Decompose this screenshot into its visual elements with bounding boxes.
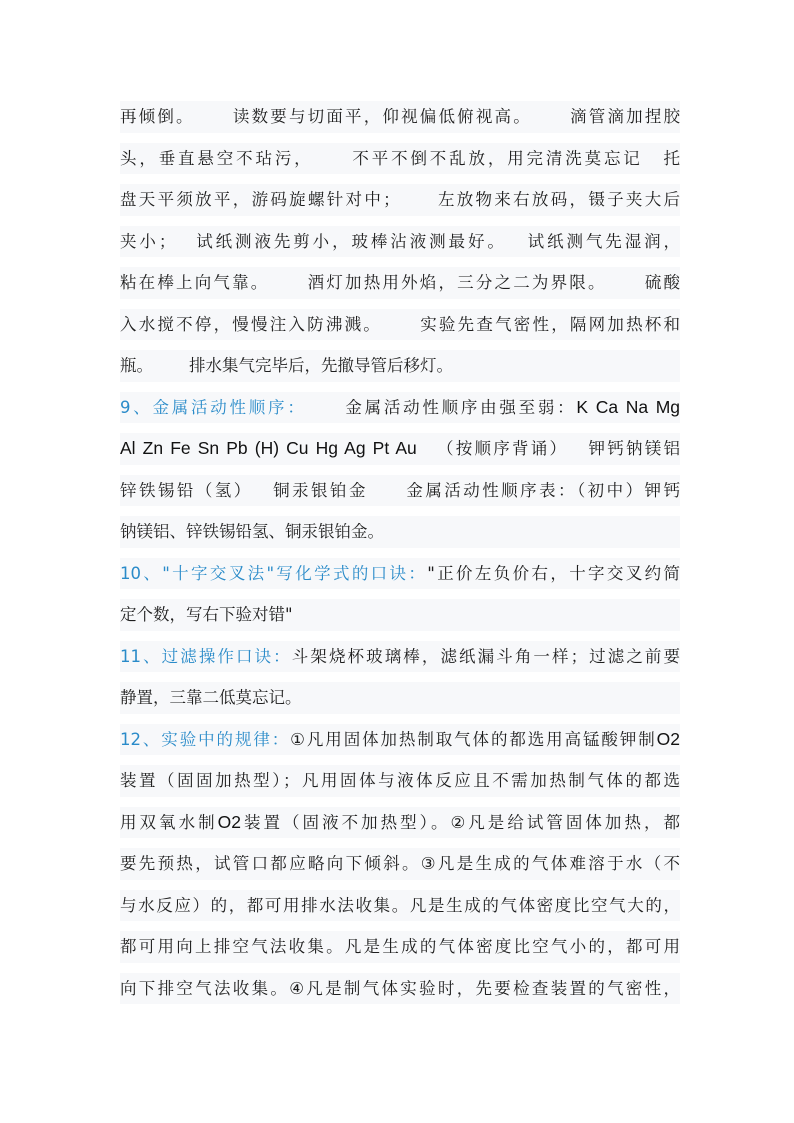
text-segment: 试纸测液先剪小，玻棒沾液测最好。 — [193, 231, 507, 251]
section-10-line — [120, 553, 680, 595]
text-segment: 试纸测气先湿润， — [524, 231, 680, 251]
text-segment: 定个数，写右下验对错" — [120, 605, 293, 624]
text-segment: 金属活动性顺序表：（初中）钾钙 — [403, 480, 680, 500]
section-11-line — [120, 636, 680, 678]
text-line — [120, 511, 680, 553]
text-segment: 头，垂直悬空不玷污， — [120, 148, 314, 168]
text-line — [120, 594, 680, 636]
section-12-line — [120, 719, 680, 761]
text-segment: K Ca Na Mg — [576, 396, 680, 417]
text-segment: 装置（固液不加热型）。②凡是给试管固体加热，都 — [240, 812, 680, 832]
document-body — [120, 96, 680, 1009]
text-segment: 斗架烧杯玻璃棒，滤纸漏斗角一样；过滤之前要 — [291, 646, 680, 666]
text-line — [120, 96, 680, 138]
text-segment: 静置，三靠二低莫忘记。 — [120, 688, 302, 707]
text-segment: Al Zn Fe Sn Pb (H) Cu Hg Ag Pt Au — [120, 438, 417, 458]
section-heading: 12、实验中的规律： — [120, 729, 291, 749]
text-segment: 托 — [660, 148, 680, 168]
text-segment: 钠镁铝、锌铁锡铅氢、铜汞银铂金。 — [120, 522, 384, 541]
text-segment: 再倾倒。 — [120, 107, 195, 126]
text-segment: 锌铁锡铅（氢） — [120, 480, 253, 500]
text-segment: 实验先查气密性，隔网加热杯和 — [418, 314, 680, 334]
text-line — [120, 221, 680, 263]
text-segment: （按顺序背诵） — [434, 439, 569, 458]
text-segment: 滴管滴加捏胶 — [567, 107, 680, 126]
text-line — [120, 138, 680, 180]
text-line — [120, 304, 680, 346]
section-9-line — [120, 387, 680, 429]
text-segment: 硫酸 — [642, 273, 680, 292]
section-heading: 11、过滤操作口诀： — [120, 646, 292, 666]
text-line — [120, 968, 680, 1010]
text-segment: 入水搅不停，慢慢注入防沸溅。 — [120, 314, 382, 334]
text-segment: O2 — [656, 728, 680, 749]
text-segment: 酒灯加热用外焰，三分之二为界限。 — [305, 273, 607, 292]
text-segment: 与水反应）的，都可用排水法收集。凡是生成的气体密度比空气大的， — [120, 895, 680, 915]
text-segment: 读数要与切面平，仰视偏低俯视高。 — [230, 107, 532, 126]
text-segment: 要先预热，试管口都应略向下倾斜。③凡是生成的气体难溶于水（不 — [120, 854, 680, 873]
text-segment: 铜汞银铂金 — [270, 480, 368, 500]
section-heading: 9、金属活动性顺序： — [120, 397, 307, 417]
text-segment: 粘在棒上向气靠。 — [120, 273, 270, 292]
text-segment: 向下排空气法收集。④凡是制气体实验时，先要检查装置的气密性， — [120, 978, 680, 998]
text-segment: 都可用向上排空气法收集。凡是生成的气体密度比空气小的，都可用 — [120, 937, 680, 956]
text-segment: "正价左负价右，十字交叉约简 — [427, 563, 680, 583]
text-segment: ①凡用固体加热制取气体的都选用高锰酸钾制 — [290, 729, 657, 749]
text-line — [120, 885, 680, 927]
text-segment: 金属活动性顺序由强至弱： — [342, 397, 577, 417]
text-line — [120, 428, 680, 470]
text-segment: 装置（固固加热型）；凡用固体与液体反应且不需加热制气体的都选 — [120, 771, 680, 790]
text-line — [120, 470, 680, 512]
text-line — [120, 179, 680, 221]
text-line — [120, 262, 680, 304]
text-line — [120, 677, 680, 719]
text-segment: 盘天平须放平，游码旋螺针对中； — [120, 190, 400, 209]
text-line — [120, 345, 680, 387]
text-segment: 左放物来右放码，镊子夹大后 — [435, 190, 680, 209]
text-segment: 钾钙钠镁铝 — [586, 439, 680, 458]
text-segment: 瓶。 — [120, 356, 153, 375]
text-line — [120, 760, 680, 802]
text-line — [120, 802, 680, 844]
text-segment: 不平不倒不乱放，用完清洗莫忘记 — [349, 148, 643, 168]
text-segment: O2 — [217, 811, 241, 832]
text-line — [120, 926, 680, 968]
text-segment: 夹小； — [120, 231, 176, 251]
text-line — [120, 843, 680, 885]
section-heading: 10、"十字交叉法"写化学式的口诀： — [120, 563, 428, 583]
text-segment: 用双氧水制 — [120, 812, 218, 832]
text-segment: 排水集气完毕后，先撤导管后移灯。 — [189, 356, 453, 375]
